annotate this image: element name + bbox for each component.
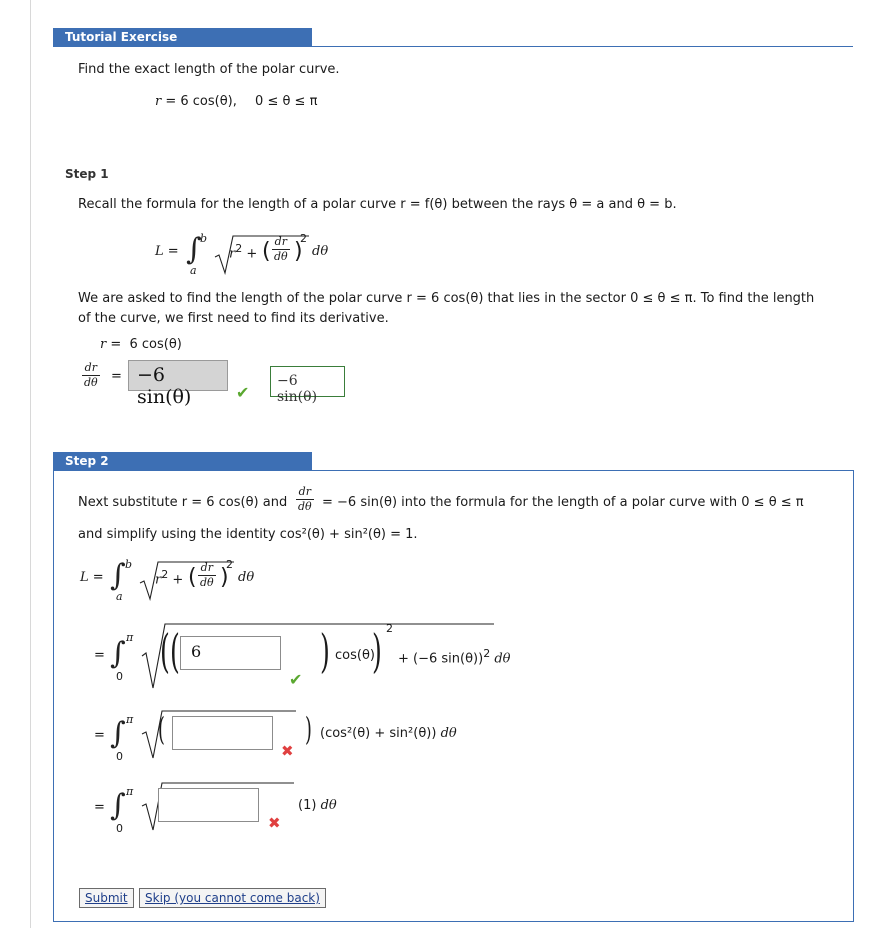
deriv-frac: $\frac{dr}{d\theta}$ — [84, 361, 98, 389]
cross-icon-2: ✖ — [268, 814, 281, 832]
s2-upper-pi-2: π — [126, 631, 134, 644]
r-squared: $r^2$ + — [229, 242, 258, 262]
step1-label: Step 1 — [65, 167, 109, 181]
s2-lower-0-3: 0 — [116, 750, 123, 763]
tutorial-exercise-tab — [53, 28, 312, 46]
s2-lower-a: a — [116, 590, 123, 603]
step1-recall-text: Recall the formula for the length of a polar curve r = f(θ) between the rays θ = a and θ = b. — [78, 197, 677, 212]
big-paren-close-1: ) — [320, 624, 330, 678]
paren-open: ( — [262, 239, 271, 264]
paren-close: ) — [294, 239, 303, 264]
s2-exp-2: 2 — [386, 622, 393, 635]
s2-eq-3: = — [94, 728, 105, 743]
s2-line2-tail: + (−6 sin(θ))$^2$ dθ — [398, 647, 511, 667]
s2-cos: cos(θ) — [335, 648, 375, 663]
s2-L: L = — [80, 570, 104, 585]
s2-integral-2: ∫ — [110, 636, 126, 671]
check-icon-2: ✔ — [289, 670, 303, 689]
big-paren-close-2: ) — [372, 624, 382, 678]
s2-paren-close: ) — [220, 565, 229, 590]
paren-exp: 2 — [300, 232, 307, 245]
s2-line4-tail: (1) dθ — [298, 798, 337, 813]
derivative-answer-field[interactable]: −6 sin(θ) — [128, 360, 228, 391]
identity-coefficient-input[interactable] — [172, 716, 273, 750]
lower-limit: a — [190, 264, 197, 277]
asked-line-2: of the curve, we first need to find its derivative. — [78, 311, 389, 326]
s2-lower-0-2: 0 — [116, 670, 123, 683]
s2-exp: 2 — [226, 558, 233, 571]
tutorial-title: Tutorial Exercise — [65, 30, 178, 44]
left-margin-line — [30, 0, 31, 928]
s2-integral-1: ∫ — [110, 558, 126, 593]
next-substitute-a: Next substitute r = 6 cos(θ) and — [78, 495, 288, 510]
curve-r: r — [155, 94, 162, 109]
big-paren-open-1: ( — [160, 624, 170, 678]
s2-upper-pi-3: π — [126, 713, 134, 726]
s2-integral-4: ∫ — [110, 788, 126, 823]
s2-lower-0-4: 0 — [116, 822, 123, 835]
s2-r-squared: $r^2$ + — [155, 568, 184, 588]
step2-frac: $\frac{dr}{d\theta}$ — [298, 485, 312, 513]
r-definition: r = 6 cos(θ) — [100, 337, 182, 352]
upper-limit: b — [200, 232, 208, 245]
s2-dtheta-1: dθ — [238, 570, 255, 585]
s2-integral-3: ∫ — [110, 716, 126, 751]
submit-button[interactable]: Submit — [79, 888, 134, 908]
asked-line-1: We are asked to find the length of the polar curve r = 6 cos(θ) that lies in the sector 0 ≤ θ ≤ π. To find the length — [78, 291, 815, 306]
s2-upper-b: b — [125, 558, 133, 571]
step2-label: Step 2 — [65, 454, 109, 468]
skip-button[interactable]: Skip (you cannot come back) — [139, 888, 326, 908]
dtheta-tail: dθ — [312, 244, 329, 259]
problem-prompt: Find the exact length of the polar curve. — [78, 62, 340, 77]
cross-icon: ✖ — [281, 742, 294, 760]
s2-paren-close-3: ) — [305, 710, 312, 748]
s2-dr-frac: $\frac{dr}{d\theta}$ — [200, 561, 214, 589]
big-paren-open-2: ( — [170, 624, 180, 678]
s2-line3-tail: (cos²(θ) + sin²(θ)) dθ — [320, 726, 457, 741]
integral-sign: ∫ — [186, 232, 202, 267]
problem-curve — [155, 94, 317, 109]
check-icon: ✔ — [236, 383, 250, 402]
derivative-preview: −6 sin(θ) — [270, 366, 345, 397]
curve-rhs: = 6 cos(θ), — [165, 94, 237, 109]
step2-tab — [53, 452, 312, 470]
next-substitute-b: = −6 sin(θ) into the formula for the length of a polar curve with 0 ≤ θ ≤ π — [322, 495, 804, 510]
header-rule — [53, 46, 853, 47]
integrand-coefficient-input[interactable]: 6 — [180, 636, 281, 670]
s2-eq-2: = — [94, 648, 105, 663]
dr-dtheta-frac: $\frac{dr}{d\theta}$ — [274, 235, 288, 263]
curve-domain: 0 ≤ θ ≤ π — [255, 94, 318, 109]
deriv-eq: = — [111, 369, 122, 384]
step1-L: L = — [155, 244, 179, 259]
s2-paren-open-3: ( — [158, 710, 165, 748]
simplify-text: and simplify using the identity cos²(θ) + sin²(θ) = 1. — [78, 527, 418, 542]
s2-paren-open: ( — [188, 565, 197, 590]
s2-eq-4: = — [94, 800, 105, 815]
s2-upper-pi-4: π — [126, 785, 134, 798]
simplified-integrand-input[interactable] — [158, 788, 259, 822]
